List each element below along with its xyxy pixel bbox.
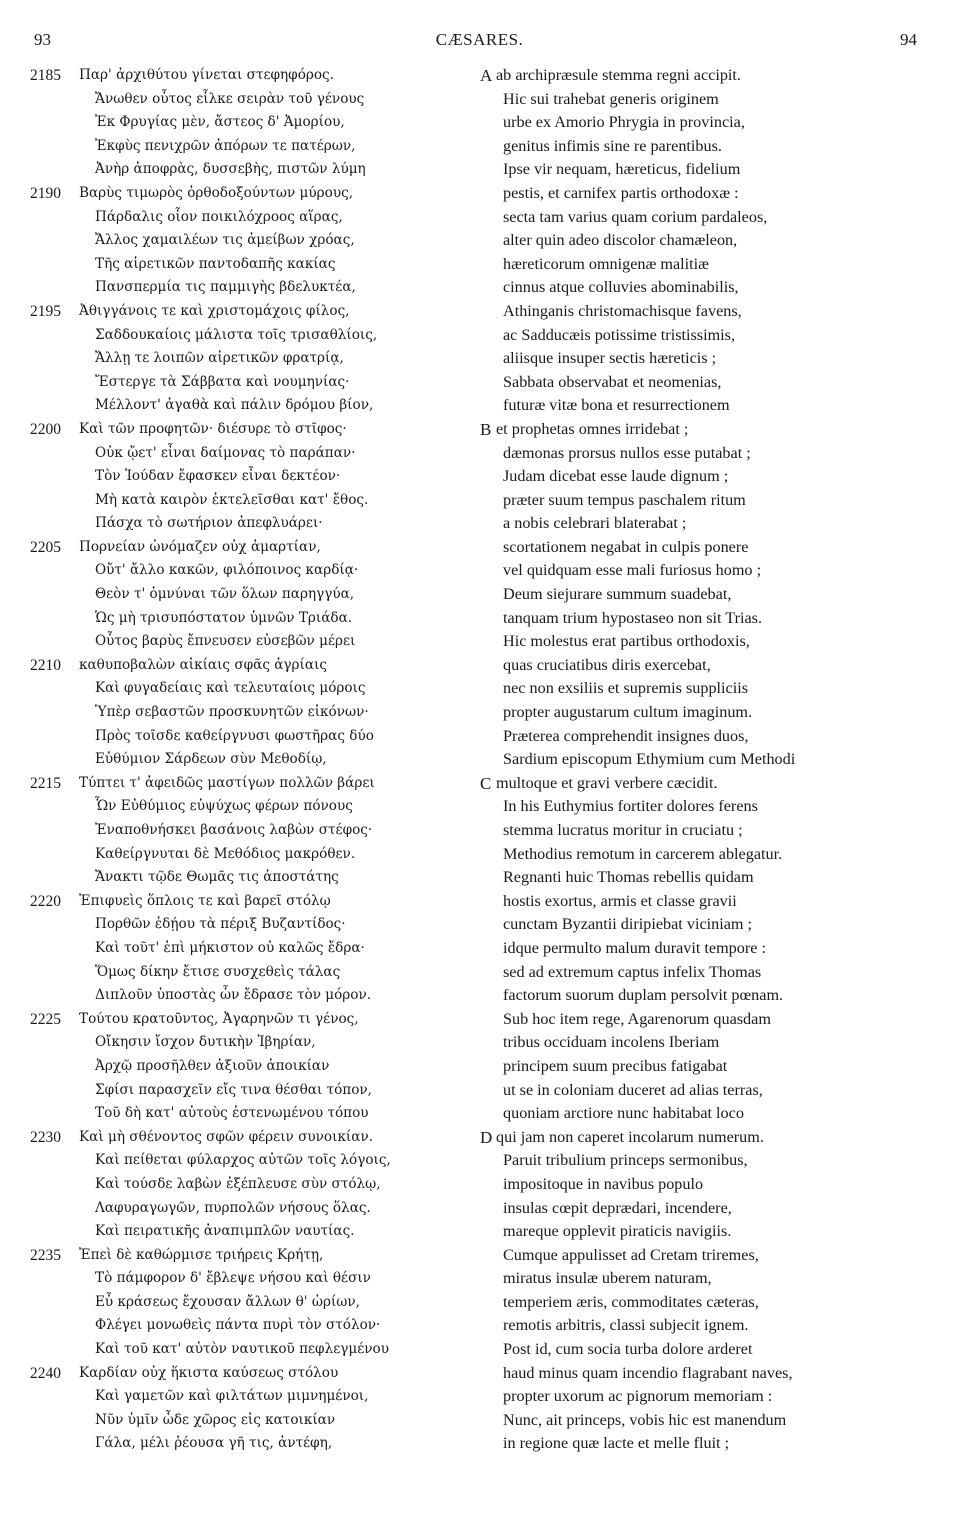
latin-translation-line [470, 607, 959, 631]
latin-translation-text: quoniam arctiore nunc habitabat loco [503, 1104, 744, 1123]
latin-translation-text: a nobis celebrari blaterabat ; [503, 514, 687, 533]
greek-verse-line [0, 88, 470, 112]
greek-verse-line [0, 701, 470, 725]
greek-verse-line [0, 300, 470, 324]
latin-translation-text: mareque opplevit piraticis navigiis. [503, 1222, 732, 1241]
latin-translation-text: alter quin adeo discolor chamæleon, [503, 231, 738, 250]
greek-verse-text: Πορθῶν ἐδῄου τὰ πέριξ Βυζαντίδος· [95, 916, 346, 933]
greek-verse-text: Καρδίαν οὐχ ἥκιστα καύσεως στόλου [79, 1364, 339, 1381]
greek-verse-text: Γάλα, μέλι ῥέουσα γῆ τις, ἀντέφη, [95, 1435, 333, 1452]
latin-translation-text: ut se in coloniam duceret ad alias terras, [503, 1080, 763, 1099]
greek-verse-text: Σφίσι παρασχεῖν εἴς τινα θέσθαι τόπον, [95, 1081, 372, 1098]
greek-verse-text: καθυποβαλὼν αἰκίαις σφᾶς ἀγρίαις [79, 656, 328, 673]
latin-translation-text: sed ad extremum captus infelix Thomas [503, 962, 762, 981]
latin-translation-text: Sabbata observabat et neomenias, [503, 372, 722, 391]
latin-translation-text: scortationem negabat in culpis ponere [503, 537, 749, 556]
latin-translation-text: principem suum precibus fatigabat [503, 1056, 728, 1075]
greek-verse-line [0, 1314, 470, 1338]
latin-translation-line [470, 748, 959, 772]
latin-translation-line [470, 1362, 959, 1386]
greek-verse-line [0, 347, 470, 371]
latin-translation-line [470, 1055, 959, 1079]
latin-translation-line [470, 1079, 959, 1103]
running-head: CÆSARES. [435, 30, 524, 49]
greek-verse-line [0, 1244, 470, 1268]
greek-verse-text: Ἄλλος χαμαιλέων τις ἀμείβων χρόας, [95, 232, 355, 249]
latin-translation-line [470, 253, 959, 277]
greek-verse-text: Πάσχα τὸ σωτήριον ἀπεφλυάρει· [95, 515, 323, 532]
greek-verse-line [0, 1432, 470, 1456]
greek-verse-line [0, 630, 470, 654]
greek-verse-text: Ὡς μὴ τρισυπόστατον ὑμνῶν Τριάδα. [95, 609, 353, 626]
latin-translation-text: hæreticorum omnigenæ malitiæ [503, 254, 709, 273]
greek-verse-line [0, 135, 470, 159]
latin-translation-text: In his Euthymius fortiter dolores ferens [503, 797, 758, 816]
latin-translation-line [470, 536, 959, 560]
latin-translation-text: ac Sadducæis potissime tristissimis, [503, 325, 736, 344]
greek-verse-line [0, 442, 470, 466]
greek-verse-text: Μέλλοντ' ἀγαθὰ καὶ πάλιν δρόμου βίον, [95, 397, 374, 414]
latin-translation-text: qui jam non caperet incolarum numerum. [496, 1127, 764, 1146]
greek-verse-line [0, 418, 470, 442]
section-letter: A [480, 66, 493, 85]
latin-translation-line [470, 418, 959, 442]
greek-verse-text: Ἐκφὺς πενιχρῶν ἀπόρων τε πατέρων, [95, 137, 356, 154]
latin-translation-line [470, 725, 959, 749]
greek-verse-text: Τύπτει τ' ἀφειδῶς μαστίγων πολλῶν βάρει [79, 774, 375, 791]
greek-verse-line [0, 465, 470, 489]
greek-verse-line [0, 229, 470, 253]
greek-verse-text: Ἄνακτι τῷδε Θωμᾶς τις ἀποστάτης [95, 869, 339, 886]
section-letter: B [480, 419, 492, 439]
latin-translation-line [470, 276, 959, 300]
greek-verse-line [0, 111, 470, 135]
latin-translation-line [470, 819, 959, 843]
greek-verse-text: Σαδδουκαίοις μάλιστα τοῖς τρισαθλίοις, [95, 326, 378, 343]
latin-translation-text: insulas cœpit deprædari, incendere, [503, 1198, 732, 1217]
greek-verse-text: Ἐναποθνήσκει βασάνοις λαβὼν στέφος· [95, 822, 373, 838]
latin-translation-line [470, 64, 959, 88]
greek-verse-text: Καθείργνυται δὲ Μεθόδιος μακρόθεν. [95, 845, 356, 862]
latin-translation-text: propter augustarum cultum imaginum. [503, 703, 753, 722]
greek-verse-text: Οὔτ' ἄλλο κακῶν, φιλόποινος καρδίᾳ· [95, 562, 359, 579]
latin-translation-line [470, 1126, 959, 1150]
greek-verse-text: Καὶ γαμετῶν καὶ φιλτάτων μιμνημένοι, [95, 1388, 369, 1405]
latin-translation-line [470, 890, 959, 914]
latin-translation-line [470, 1244, 959, 1268]
latin-translation-line [470, 795, 959, 819]
greek-verse-line [0, 182, 470, 206]
greek-verse-line [0, 866, 470, 890]
latin-translation-line [470, 866, 959, 890]
greek-verse-line [0, 725, 470, 749]
latin-translation-line [470, 1149, 959, 1173]
greek-verse-text: Εὐθύμιον Σάρδεων σὺν Μεθοδίῳ, [95, 751, 327, 768]
greek-verse-line [0, 1338, 470, 1362]
latin-translation-text: multoque et gravi verbere cæcidit. [496, 773, 718, 792]
greek-verse-line [0, 64, 470, 88]
latin-translation-text: in regione quæ lacte et melle fluit ; [503, 1434, 730, 1453]
latin-translation-text: stemma lucratus moritur in cruciatu ; [503, 821, 743, 839]
latin-translation-text: tanquam trium hypostaseo non sit Trias. [503, 608, 762, 627]
latin-translation-text: cinnus atque colluvies abominabilis, [503, 278, 739, 297]
latin-translation-text: Hic sui trahebat generis originem [503, 89, 719, 108]
latin-translation-line [470, 442, 959, 466]
latin-translation-text: Regnanti huic Thomas rebellis quidam [503, 868, 754, 887]
latin-translation-text: ab archipræsule stemma regni accipit. [496, 66, 741, 84]
verse-number: 2195 [30, 302, 61, 320]
greek-verse-text: Φλέγει μονωθεὶς πάντα πυρὶ τὸν στόλον· [95, 1317, 381, 1334]
greek-verse-text: Καὶ πείθεται φύλαρχος αὐτῶν τοῖς λόγοις, [95, 1152, 391, 1169]
page-header [0, 30, 959, 56]
latin-translation-text: haud minus quam incendio flagrabant naves, [503, 1363, 793, 1382]
greek-verse-line [0, 1031, 470, 1055]
latin-translation-text: tribus occiduam incolens Iberiam [503, 1033, 720, 1052]
latin-translation-text: Ipse vir nequam, hæreticus, fidelium [503, 160, 741, 179]
greek-verse-line [0, 961, 470, 985]
greek-verse-text: Καὶ τούσδε λαβὼν ἐξέπλευσε σὺν στόλῳ, [95, 1175, 381, 1192]
latin-translation-text: Deum siejurare summum suadebat, [503, 585, 732, 604]
greek-verse-text: Πανσπερμία τις παμμιγὴς βδελυκτέα, [95, 279, 356, 296]
greek-column [0, 64, 470, 1456]
latin-translation-line [470, 1385, 959, 1409]
latin-translation-line [470, 1102, 959, 1126]
greek-verse-text: Ἄλλῃ τε λοιπῶν αἱρετικῶν φρατρίᾳ, [95, 350, 344, 367]
greek-verse-text: Τῆς αἱρετικῶν παντοδαπῆς κακίας [95, 255, 336, 272]
verse-number: 2190 [30, 184, 61, 202]
verse-number: 2215 [30, 774, 61, 792]
verse-number: 2220 [30, 892, 61, 910]
latin-translation-line [470, 182, 959, 206]
greek-verse-line [0, 1220, 470, 1244]
latin-translation-text: nec non exsiliis et supremis suppliciis [503, 679, 749, 698]
greek-verse-text: Διπλοῦν ὑποστὰς ὧν ἔδρασε τὸν μόρον. [95, 987, 372, 1004]
greek-verse-line [0, 654, 470, 678]
latin-translation-text: miratus insulæ uberem naturam, [503, 1269, 712, 1288]
latin-translation-text: Nunc, ait princeps, vobis hic est manendum [503, 1410, 787, 1429]
greek-verse-line [0, 937, 470, 961]
latin-translation-line [470, 1291, 959, 1315]
greek-verse-text: Τούτου κρατοῦντος, Ἀγαρηνῶν τι γένος, [79, 1010, 359, 1027]
greek-verse-text: Πάρδαλις οἷον ποικιλόχροος αἵρας, [95, 208, 343, 225]
latin-translation-text: remotis arbitris, classi subjecit ignem. [503, 1316, 749, 1335]
greek-verse-line [0, 1197, 470, 1221]
latin-translation-line [470, 1008, 959, 1032]
greek-verse-line [0, 1409, 470, 1433]
greek-verse-line [0, 1173, 470, 1197]
latin-translation-line [470, 206, 959, 230]
latin-translation-line [470, 465, 959, 489]
greek-verse-text: Θεὸν τ' ὀμνύναι τῶν ὅλων παρηγγύα, [95, 586, 355, 603]
verse-number: 2185 [30, 67, 61, 84]
greek-verse-line [0, 843, 470, 867]
latin-translation-text: præter suum tempus paschalem ritum [503, 490, 746, 509]
latin-translation-text: Paruit tribulium princeps sermonibus, [503, 1151, 748, 1170]
latin-translation-line [470, 1409, 959, 1433]
greek-verse-text: Βαρὺς τιμωρὸς ὀρθοδοξούντων μύρους, [79, 184, 354, 201]
greek-verse-text: Μὴ κατὰ καιρὸν ἐκτελεῖσθαι κατ' ἔθος. [95, 491, 369, 508]
latin-translation-line [470, 843, 959, 867]
greek-verse-line [0, 158, 470, 182]
page-number-left: 93 [34, 30, 51, 49]
verse-number: 2205 [30, 538, 61, 556]
latin-translation-text: secta tam varius quam corium pardaleos, [503, 207, 768, 226]
greek-verse-line [0, 371, 470, 395]
greek-verse-line [0, 890, 470, 914]
latin-translation-line [470, 654, 959, 678]
latin-translation-line [470, 324, 959, 348]
latin-translation-line [470, 88, 959, 112]
section-letter: C [480, 773, 492, 793]
latin-translation-text: et prophetas omnes irridebat ; [496, 419, 689, 438]
verse-number: 2230 [30, 1128, 61, 1146]
latin-translation-text: Sub hoc item rege, Agarenorum quasdam [503, 1009, 771, 1028]
greek-verse-line [0, 1385, 470, 1409]
greek-verse-line [0, 1102, 470, 1126]
greek-verse-line [0, 583, 470, 607]
latin-translation-line [470, 559, 959, 583]
page-number-right: 94 [900, 30, 917, 49]
verse-number: 2235 [30, 1246, 61, 1264]
latin-translation-line [470, 1338, 959, 1362]
latin-translation-line [470, 630, 959, 654]
greek-verse-text: Οἴκησιν ἴσχον δυτικὴν Ἰβηρίαν, [95, 1034, 316, 1051]
latin-translation-line [470, 1267, 959, 1291]
greek-verse-text: Ἀθιγγάνοις τε καὶ χριστομάχοις φίλος, [79, 302, 350, 319]
greek-verse-text: Καὶ τοῦτ' ἐπὶ μήκιστον οὐ καλῶς ἔδρα· [95, 939, 365, 956]
latin-translation-line [470, 1173, 959, 1197]
greek-verse-text: Ἀρχῷ προσῆλθεν ἀξιοῦν ἀποικίαν [95, 1057, 330, 1074]
greek-verse-text: Νῦν ὑμῖν ὧδε χῶρος εἰς κατοικίαν [95, 1411, 336, 1428]
greek-verse-text: Τοῦ δὴ κατ' αὐτοὺς ἐστενωμένου τόπου [95, 1105, 369, 1122]
latin-translation-line [470, 772, 959, 796]
latin-translation-line [470, 300, 959, 324]
greek-verse-line [0, 772, 470, 796]
greek-verse-line [0, 795, 470, 819]
latin-translation-text: futuræ vitæ bona et resurrectionem [503, 396, 730, 415]
latin-translation-line [470, 1220, 959, 1244]
greek-verse-line [0, 913, 470, 937]
latin-translation-text: Judam dicebat esse laude dignum ; [503, 467, 729, 486]
greek-verse-text: Πορνείαν ὠνόμαζεν οὐχ ἁμαρτίαν, [79, 538, 321, 555]
greek-verse-text: Λαφυραγωγῶν, πυρπολῶν νήσους ὅλας. [95, 1199, 371, 1216]
greek-verse-text: Παρ' ἀρχιθύτου γίνεται στεφηφόρος. [79, 67, 334, 83]
greek-verse-text: Ἔστεργε τὰ Σάββατα καὶ νουμηνίας· [95, 373, 350, 390]
greek-verse-text: Καὶ τοῦ κατ' αὐτὸν ναυτικοῦ πεφλεγμένου [95, 1341, 389, 1358]
greek-verse-line [0, 253, 470, 277]
greek-verse-text: Καὶ τῶν προφητῶν· διέσυρε τὸ στῖφος· [79, 420, 347, 437]
greek-verse-text: Ἀνὴρ ἀποφρὰς, δυσσεβὴς, πιστῶν λύμη [95, 161, 366, 178]
greek-verse-line [0, 489, 470, 513]
latin-translation-text: Cumque appulisset ad Cretam triremes, [503, 1245, 759, 1264]
latin-translation-text: quas cruciatibus diris exercebat, [503, 655, 711, 674]
latin-translation-line [470, 512, 959, 536]
latin-translation-line [470, 111, 959, 135]
greek-verse-text: Εὖ κράσεως ἔχουσαν ἄλλων θ' ὡρίων, [95, 1293, 360, 1310]
latin-translation-text: aliisque insuper sectis hæreticis ; [503, 349, 717, 368]
greek-verse-line [0, 1008, 470, 1032]
greek-verse-line [0, 1267, 470, 1291]
greek-verse-line [0, 607, 470, 631]
latin-translation-line [470, 1314, 959, 1338]
latin-translation-line [470, 371, 959, 395]
greek-verse-text: Πρὸς τοῖσδε καθείργνυσι φωστῆρας δύο [95, 727, 374, 744]
latin-translation-text: Sardium episcopum Ethymium cum Methodi [503, 750, 796, 769]
greek-verse-line [0, 206, 470, 230]
section-letter: D [480, 1127, 493, 1147]
greek-verse-text: Ἐπεὶ δὲ καθώρμισε τριήρεις Κρήτῃ, [79, 1246, 324, 1263]
latin-translation-text: Præterea comprehendit insignes duos, [503, 726, 749, 745]
latin-translation-line [470, 1432, 959, 1456]
latin-translation-line [470, 394, 959, 418]
greek-verse-line [0, 394, 470, 418]
latin-translation-text: cunctam Byzantii diripiebat viciniam ; [503, 915, 753, 934]
latin-translation-line [470, 1197, 959, 1221]
latin-translation-line [470, 677, 959, 701]
latin-translation-text: Hic molestus erat partibus orthodoxis, [503, 632, 750, 651]
latin-translation-line [470, 135, 959, 159]
verse-number: 2225 [30, 1010, 61, 1028]
greek-verse-line [0, 1079, 470, 1103]
latin-translation-line [470, 701, 959, 725]
latin-translation-line [470, 984, 959, 1008]
greek-verse-text: Οὐκ ᾤετ' εἶναι δαίμονας τὸ παράπαν· [95, 444, 356, 461]
greek-verse-line [0, 1362, 470, 1386]
latin-translation-text: pestis, et carnifex partis orthodoxæ : [503, 183, 739, 202]
latin-column [470, 64, 959, 1456]
verse-number: 2240 [30, 1364, 61, 1382]
latin-translation-text: dæmonas prorsus nullos esse putabat ; [503, 443, 751, 462]
greek-verse-line [0, 512, 470, 536]
latin-translation-text: Methodius remotum in carcerem ablegatur. [503, 844, 783, 863]
latin-translation-line [470, 158, 959, 182]
latin-translation-line [470, 937, 959, 961]
latin-translation-text: vel quidquam esse mali furiosus homo ; [503, 561, 762, 580]
latin-translation-text: temperiem æris, commoditates cæteras, [503, 1292, 759, 1311]
verse-number: 2200 [30, 420, 61, 438]
greek-verse-text: Τὸ πάμφορον δ' ἔβλεψε νήσου καὶ θέσιν [95, 1270, 371, 1287]
latin-translation-text: propter uxorum ac pignorum memoriam : [503, 1387, 773, 1406]
greek-verse-line [0, 324, 470, 348]
greek-verse-line [0, 536, 470, 560]
greek-verse-text: Ὅμως δίκην ἔτισε συσχεθεὶς τάλας [95, 963, 341, 980]
greek-verse-line [0, 1055, 470, 1079]
greek-verse-text: Οὗτος βαρὺς ἔπνευσεν εὐσεβῶν μέρει [95, 633, 356, 650]
greek-verse-line [0, 748, 470, 772]
greek-verse-text: Καὶ φυγαδείαις καὶ τελευταίοις μόροις [95, 680, 366, 697]
latin-translation-text: genitus infimis sine re parentibus. [503, 136, 722, 155]
greek-verse-line [0, 819, 470, 843]
greek-verse-line [0, 984, 470, 1008]
latin-translation-line [470, 583, 959, 607]
greek-verse-text: Ἐκ Φρυγίας μὲν, ἄστεος δ' Ἀμορίου, [95, 114, 345, 131]
greek-verse-text: Ἄνωθεν οὗτος εἷλκε σειρὰν τοῦ γένους [95, 90, 365, 107]
latin-translation-line [470, 961, 959, 985]
latin-translation-text: impositoque in navibus populo [503, 1174, 704, 1193]
greek-verse-line [0, 559, 470, 583]
latin-translation-line [470, 913, 959, 937]
greek-verse-text: Καὶ πειρατικῆς ἀναπιμπλῶν ναυτίας. [95, 1223, 355, 1240]
latin-translation-text: factorum suorum duplam persolvit pœnam. [503, 986, 784, 1005]
greek-verse-line [0, 1149, 470, 1173]
greek-verse-text: Καὶ μὴ σθένοντος σφῶν φέρειν συνοικίαν. [79, 1128, 374, 1145]
latin-translation-text: Athinganis christomachisque favens, [503, 301, 742, 320]
latin-translation-text: urbe ex Amorio Phrygia in provincia, [503, 113, 745, 132]
greek-verse-text: Ὑπὲρ σεβαστῶν προσκυνητῶν εἰκόνων· [95, 704, 369, 721]
latin-translation-line [470, 489, 959, 513]
greek-verse-text: Τὸν Ἰούδαν ἔφασκεν εἶναι δεκτέον· [95, 468, 341, 485]
latin-translation-line [470, 229, 959, 253]
verse-number: 2210 [30, 656, 61, 674]
greek-verse-line [0, 1291, 470, 1315]
greek-verse-line [0, 1126, 470, 1150]
latin-translation-text: idque permulto malum duravit tempore : [503, 938, 766, 957]
latin-translation-line [470, 1031, 959, 1055]
greek-verse-text: Ἐπιφυεὶς ὅπλοις τε καὶ βαρεῖ στόλῳ [79, 892, 331, 909]
latin-translation-text: Post id, cum socia turba dolore arderet [503, 1340, 753, 1359]
greek-verse-line [0, 677, 470, 701]
latin-translation-text: hostis exortus, armis et classe gravii [503, 891, 737, 910]
greek-verse-text: Ὧν Εὐθύμιος εὐψύχως φέρων πόνους [95, 798, 353, 815]
latin-translation-line [470, 347, 959, 371]
greek-verse-line [0, 276, 470, 300]
